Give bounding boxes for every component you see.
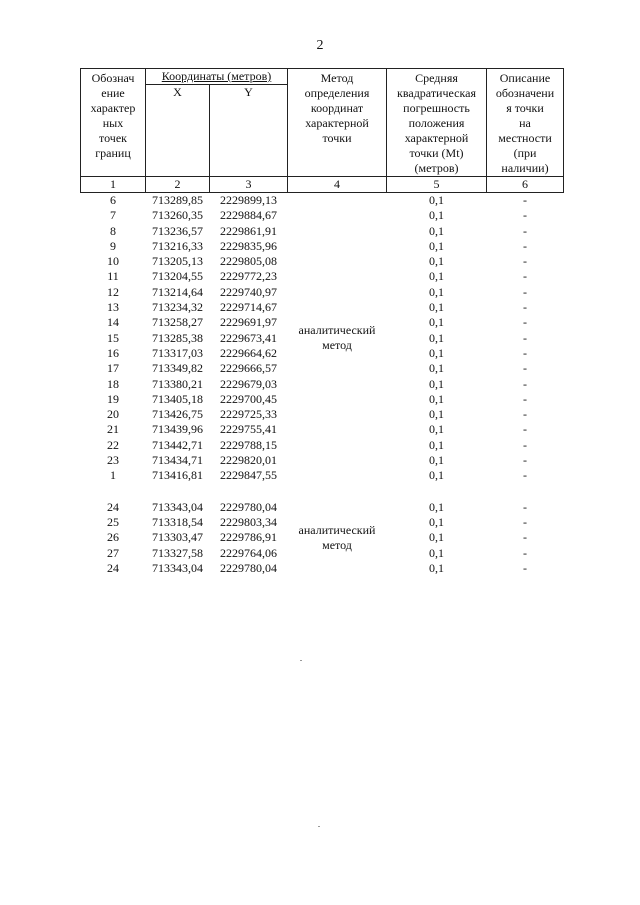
point-number-cell: 21 xyxy=(107,422,119,437)
point-number-cell: 14 xyxy=(107,315,119,330)
y-coordinate-cell: 2229691,97 xyxy=(220,315,277,330)
header-col1-line: точек xyxy=(99,131,127,145)
x-coordinate-cell: 713405,18 xyxy=(152,391,203,406)
point-number-cell: 19 xyxy=(107,391,119,406)
y-coordinate-cell: 2229700,45 xyxy=(220,391,277,406)
point-number-cell: 25 xyxy=(107,514,119,529)
y-coordinate-cell: 2229788,15 xyxy=(220,437,277,452)
header-col1-line: ных xyxy=(102,116,124,130)
header-col5-line: точки (Mt) xyxy=(409,146,464,160)
point-number-cell: 12 xyxy=(107,284,119,299)
header-point-designation xyxy=(81,69,146,177)
y-coordinate-cell: 2229780,04 xyxy=(220,499,277,514)
y-coordinate-cell: 2229861,91 xyxy=(220,223,277,238)
y-coordinate-cell: 2229847,55 xyxy=(220,468,277,483)
table-row xyxy=(81,500,564,515)
description-cell: - xyxy=(523,545,527,560)
y-coordinate-cell: 2229805,08 xyxy=(220,254,277,269)
precision-cell: 0,1 xyxy=(429,437,444,452)
y-coordinate-cell: 2229803,34 xyxy=(220,514,277,529)
precision-cell: 0,1 xyxy=(429,238,444,253)
header-col6-line: я точки xyxy=(506,101,544,115)
x-coordinate-cell: 713380,21 xyxy=(152,376,203,391)
precision-cell: 0,1 xyxy=(429,330,444,345)
y-coordinate-cell: 2229673,41 xyxy=(220,330,277,345)
header-x: X xyxy=(146,85,210,177)
y-coordinate-cell: 2229780,04 xyxy=(220,560,277,575)
header-col4-line: Метод xyxy=(320,71,354,85)
header-col1-line: Обознач xyxy=(91,71,135,85)
method-cell xyxy=(288,500,387,576)
scan-speck xyxy=(318,826,320,827)
header-description xyxy=(487,69,564,177)
description-cell: - xyxy=(523,208,527,223)
header-col5-line: положения xyxy=(408,116,465,130)
precision-cell: 0,1 xyxy=(429,284,444,299)
header-col6-line: обозначени xyxy=(495,86,555,100)
y-coordinate-cell: 2229755,41 xyxy=(220,422,277,437)
y-coordinate-cell: 2229679,03 xyxy=(220,376,277,391)
header-col5-line: квадратическая xyxy=(397,86,476,100)
header-col4-line: характерной xyxy=(305,116,369,130)
description-cell: - xyxy=(523,422,527,437)
description-cell: - xyxy=(523,254,527,269)
y-coordinate-cell: 2229666,57 xyxy=(220,361,277,376)
description-cell: - xyxy=(523,269,527,284)
description-cell: - xyxy=(523,499,527,514)
coordinates-table xyxy=(80,68,564,576)
table-row xyxy=(81,193,564,209)
y-coordinate-cell: 2229664,62 xyxy=(220,345,277,360)
x-coordinate-cell: 713439,96 xyxy=(152,422,203,437)
spacer-cell xyxy=(81,484,146,500)
description-cell: - xyxy=(523,238,527,253)
x-coordinate-cell: 713236,57 xyxy=(152,223,203,238)
method-line: аналитический xyxy=(298,323,376,338)
method-line: метод xyxy=(322,537,352,552)
spacer-cell xyxy=(210,484,288,500)
method-line: аналитический xyxy=(298,522,376,537)
header-method xyxy=(288,69,387,177)
precision-cell: 0,1 xyxy=(429,254,444,269)
x-coordinate-cell: 713216,33 xyxy=(152,238,203,253)
group-spacer xyxy=(81,484,564,500)
header-col1-line: характер xyxy=(90,101,136,115)
description-cell: - xyxy=(523,560,527,575)
x-coordinate-cell: 713349,82 xyxy=(152,361,203,376)
x-coordinate-cell: 713289,85 xyxy=(152,193,203,207)
x-coordinate-cell: 713317,03 xyxy=(152,345,203,360)
x-coordinate-cell: 713303,47 xyxy=(152,530,203,545)
point-number-cell: 27 xyxy=(107,545,119,560)
y-coordinate-cell: 2229786,91 xyxy=(220,530,277,545)
point-number-cell: 6 xyxy=(110,193,116,207)
y-coordinate-cell: 2229835,96 xyxy=(220,238,277,253)
header-col6-line: на xyxy=(519,116,531,130)
column-number: 4 xyxy=(288,177,387,193)
x-coordinate-cell: 713318,54 xyxy=(152,514,203,529)
precision-cell: 0,1 xyxy=(429,223,444,238)
description-cell: - xyxy=(523,284,527,299)
point-number-cell: 20 xyxy=(107,407,119,422)
description-cell: - xyxy=(523,193,527,207)
precision-cell: 0,1 xyxy=(429,545,444,560)
y-coordinate-cell: 2229884,67 xyxy=(220,208,277,223)
x-coordinate-cell: 713260,35 xyxy=(152,208,203,223)
header-col4-line: координат xyxy=(310,101,364,115)
y-coordinate-cell: 2229772,23 xyxy=(220,269,277,284)
x-coordinate-cell: 713442,71 xyxy=(152,437,203,452)
precision-cell: 0,1 xyxy=(429,345,444,360)
spacer-cell xyxy=(146,484,210,500)
precision-cell: 0,1 xyxy=(429,361,444,376)
column-number: 5 xyxy=(387,177,487,193)
x-coordinate-cell: 713434,71 xyxy=(152,453,203,468)
description-cell: - xyxy=(523,345,527,360)
column-number: 3 xyxy=(210,177,288,193)
header-col5-line: характерной xyxy=(404,131,469,145)
description-cell: - xyxy=(523,514,527,529)
description-cell: - xyxy=(523,330,527,345)
precision-cell: 0,1 xyxy=(429,300,444,315)
description-cell: - xyxy=(523,376,527,391)
x-coordinate-cell: 713343,04 xyxy=(152,499,203,514)
point-number-cell: 10 xyxy=(107,254,119,269)
header-precision xyxy=(387,69,487,177)
precision-cell: 0,1 xyxy=(429,514,444,529)
header-y: Y xyxy=(210,85,288,177)
point-number-cell: 23 xyxy=(107,453,119,468)
header-col5-line: (метров) xyxy=(414,161,459,175)
page-number: 2 xyxy=(316,38,324,53)
precision-cell: 0,1 xyxy=(429,468,444,483)
x-coordinate-cell: 713416,81 xyxy=(152,468,203,483)
precision-cell: 0,1 xyxy=(429,453,444,468)
y-coordinate-cell: 2229899,13 xyxy=(220,193,277,207)
point-number-cell: 18 xyxy=(107,376,119,391)
description-cell: - xyxy=(523,453,527,468)
point-number-cell: 26 xyxy=(107,530,119,545)
point-number-cell: 22 xyxy=(107,437,119,452)
description-cell: - xyxy=(523,223,527,238)
precision-cell: 0,1 xyxy=(429,391,444,406)
x-coordinate-cell: 713258,27 xyxy=(152,315,203,330)
point-number-cell: 9 xyxy=(110,238,116,253)
header-col4-line: определения xyxy=(304,86,370,100)
precision-cell: 0,1 xyxy=(429,407,444,422)
x-coordinate-cell: 713214,64 xyxy=(152,284,203,299)
header-col6-line: Описание xyxy=(499,71,551,85)
x-coordinate-cell: 713343,04 xyxy=(152,560,203,575)
column-number: 2 xyxy=(146,177,210,193)
point-number-cell: 8 xyxy=(110,223,116,238)
header-coordinates: Координаты (метров) xyxy=(146,69,288,85)
scan-speck xyxy=(300,660,302,661)
header-col1-line: границ xyxy=(95,146,131,160)
description-cell: - xyxy=(523,315,527,330)
point-number-cell: 13 xyxy=(107,300,119,315)
description-cell: - xyxy=(523,407,527,422)
precision-cell: 0,1 xyxy=(429,499,444,514)
spacer-cell xyxy=(387,484,487,500)
precision-cell: 0,1 xyxy=(429,208,444,223)
method-cell xyxy=(288,193,387,484)
x-coordinate-cell: 713205,13 xyxy=(152,254,203,269)
header-col6-line: наличии) xyxy=(501,161,549,175)
header-col6-line: местности xyxy=(498,131,552,145)
column-number: 1 xyxy=(81,177,146,193)
y-coordinate-cell: 2229820,01 xyxy=(220,453,277,468)
x-coordinate-cell: 713234,32 xyxy=(152,300,203,315)
point-number-cell: 17 xyxy=(107,361,119,376)
point-number-cell: 16 xyxy=(107,345,119,360)
precision-cell: 0,1 xyxy=(429,376,444,391)
description-cell: - xyxy=(523,361,527,376)
description-cell: - xyxy=(523,530,527,545)
x-coordinate-cell: 713204,55 xyxy=(152,269,203,284)
precision-cell: 0,1 xyxy=(429,422,444,437)
column-number: 6 xyxy=(487,177,564,193)
header-col6-line: (при xyxy=(513,146,537,160)
header-col4-line: точки xyxy=(322,131,352,145)
header-col5-line: Средняя xyxy=(415,71,458,85)
y-coordinate-cell: 2229714,67 xyxy=(220,300,277,315)
y-coordinate-cell: 2229764,06 xyxy=(220,545,277,560)
method-line: метод xyxy=(322,338,352,353)
x-coordinate-cell: 713426,75 xyxy=(152,407,203,422)
header-col1-line: ение xyxy=(101,86,125,100)
y-coordinate-cell: 2229740,97 xyxy=(220,284,277,299)
point-number-cell: 24 xyxy=(107,499,119,514)
spacer-cell xyxy=(288,484,387,500)
description-cell: - xyxy=(523,468,527,483)
x-coordinate-cell: 713327,58 xyxy=(152,545,203,560)
point-number-cell: 1 xyxy=(110,468,116,483)
precision-cell: 0,1 xyxy=(429,193,444,207)
precision-cell: 0,1 xyxy=(429,269,444,284)
description-cell: - xyxy=(523,391,527,406)
precision-cell: 0,1 xyxy=(429,530,444,545)
x-coordinate-cell: 713285,38 xyxy=(152,330,203,345)
point-number-cell: 15 xyxy=(107,330,119,345)
y-coordinate-cell: 2229725,33 xyxy=(220,407,277,422)
description-cell: - xyxy=(523,300,527,315)
point-number-cell: 7 xyxy=(110,208,116,223)
point-number-cell: 11 xyxy=(107,269,119,284)
spacer-cell xyxy=(487,484,564,500)
point-number-cell: 24 xyxy=(107,560,119,575)
description-cell: - xyxy=(523,437,527,452)
header-col5-line: погрешность xyxy=(403,101,470,115)
precision-cell: 0,1 xyxy=(429,560,444,575)
precision-cell: 0,1 xyxy=(429,315,444,330)
